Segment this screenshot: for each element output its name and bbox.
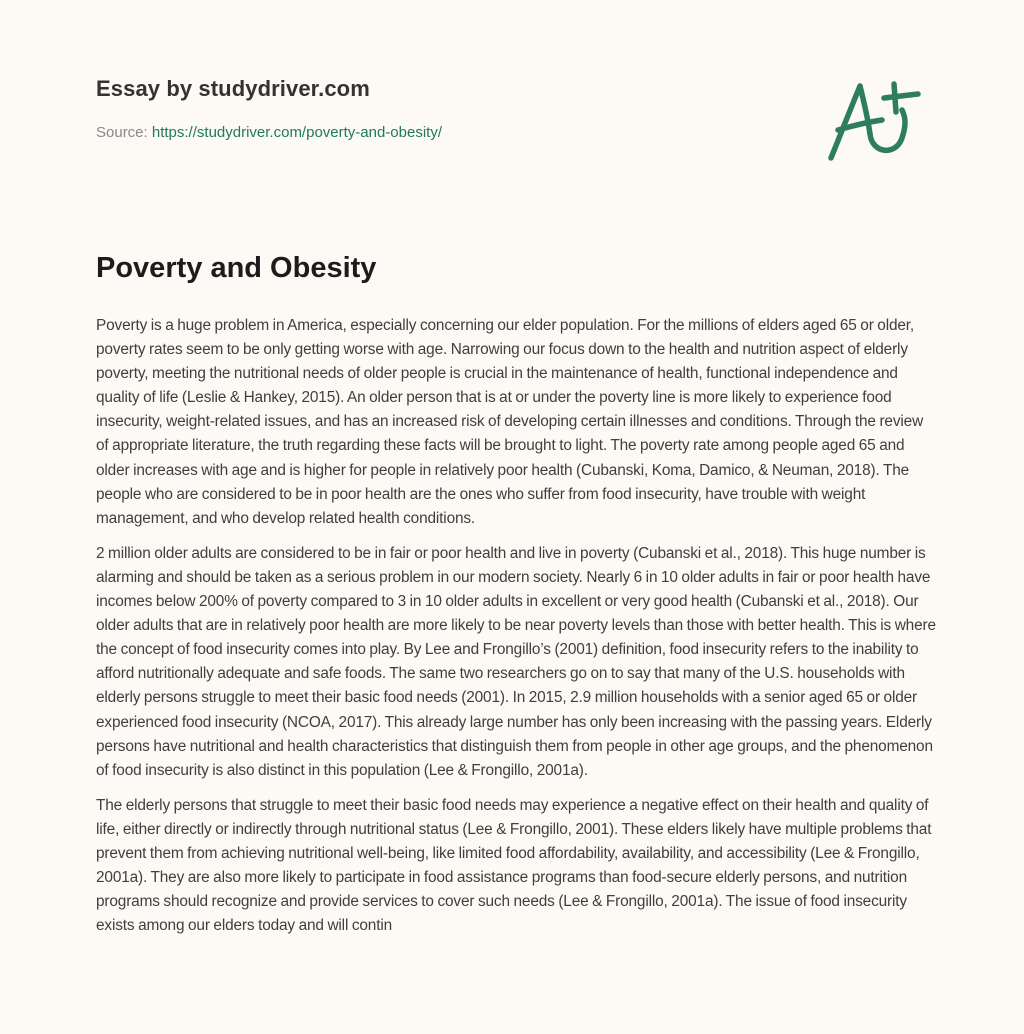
source-label: Source: [96, 124, 152, 141]
source-line [96, 124, 442, 141]
essay-paragraph: 2 million older adults are considered to be in fair or poor health and live in poverty (Cubanski et al., 2018). This huge number is alarming and should be taken as a serious problem in our modern society. Nearly 6 in 10 older adults in fair or poor health have incomes below 200% of poverty compared to 3 in 10 older adults in excellent or very good health (Cubanski et al., 2018). Our older adults that are in relatively poor health are more likely to be near poverty levels than those with better health. This is where the concept of food insecurity comes into play. By Lee and Frongillo’s (2001) definition, food insecurity refers to the inability to afford nutritionally adequate and safe foods. The same two researchers go on to say that many of the U.S. households with elderly persons struggle to meet their basic food needs (2001). In 2015, 2.9 million households with a senior aged 65 or older experienced food insecurity (NCOA, 2017). This already large number has only been increasing with the passing years. Elderly persons have nutritional and health characteristics that distinguish them from people in other age groups, and the phenomenon of food insecurity is also distinct in this population (Lee & Frongillo, 2001a). [96, 544, 936, 779]
essay-title: Poverty and Obesity [96, 252, 377, 284]
brand-title: Essay by studydriver.com [96, 76, 370, 101]
page-header [96, 0, 936, 230]
essay-page [96, 0, 936, 935]
source-link[interactable]: https://studydriver.com/poverty-and-obesity/ [151, 124, 443, 141]
essay-paragraph: Poverty is a huge problem in America, especially concerning our elder population. For the millions of elders aged 65 or older, poverty rates seem to be only getting worse with age. Narrowing our focus down to the health and nutrition aspect of elderly poverty, meeting the nutritional needs of older people is crucial in the maintenance of health, functional independence and quality of life (Leslie & Hankey, 2015). An older person that is at or under the poverty line is more likely to experience food insecurity, weight-related issues, and has an increased risk of developing certain illnesses and conditions. Through the review of appropriate literature, the truth regarding these facts will be brought to light. The poverty rate among people aged 65 and older increases with age and is higher for people in relatively poor health (Cubanski, Koma, Damico, & Neuman, 2018). The people who are considered to be in poor health are the ones who suffer from food insecurity, have trouble with weight management, and who develop related health conditions. [96, 317, 924, 527]
a-plus-grade-icon [824, 68, 928, 164]
essay-paragraph: The elderly persons that struggle to meet their basic food needs may experience a negative effect on their health and quality of life, either directly or indirectly through nutritional status (Lee & Frongillo, 2001). These elders likely have multiple problems that prevent them from achieving nutritional well-being, like limited food affordability, availability, and accessibility (Lee & Frongillo, 2001a). They are also more likely to participate in food assistance programs than food-secure elderly persons, and nutrition programs should recognize and provide services to cover such needs (Lee & Frongillo, 2001a). The issue of food insecurity exists among our elders today and will contin [96, 796, 932, 935]
essay-body [96, 314, 936, 949]
